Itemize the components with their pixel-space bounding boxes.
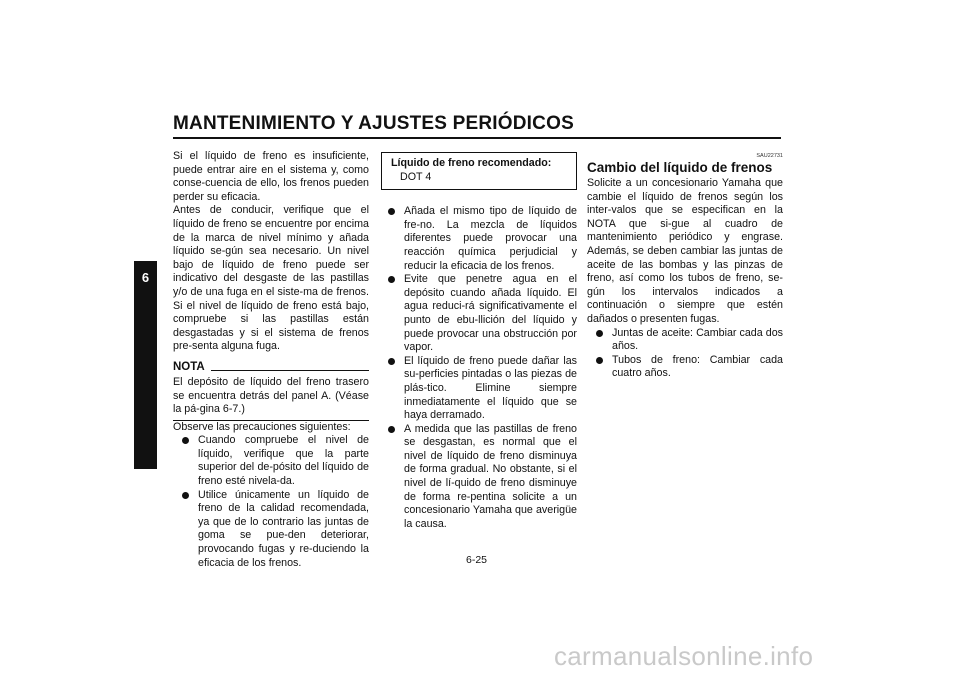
watermark: carmanualsonline.info	[554, 641, 814, 671]
list-item	[381, 423, 577, 532]
list-item	[381, 355, 577, 423]
list-item	[381, 205, 577, 273]
list-item-text: Tubos de freno: Cambiar cada cuatro años.	[612, 353, 783, 380]
bullet-list	[381, 205, 577, 531]
bullet-list	[587, 327, 783, 381]
list-item	[173, 489, 369, 571]
column-right	[587, 150, 783, 381]
bullet-icon	[596, 330, 603, 337]
list-item	[587, 327, 783, 354]
paragraph: Si el líquido de freno es insuficiente, puede entrar aire en el sistema y, como conse-cuencia de ello, los frenos pueden perder su eficacia.	[173, 150, 369, 203]
list-item-text: Utilice únicamente un líquido de freno de la calidad recomendada, ya que de lo contrario las juntas de goma se pue-den deteriorar, provocando fugas y re-duciendo la eficacia de los frenos.	[198, 488, 369, 569]
nota-box	[173, 361, 369, 421]
page-number: 6-25	[466, 554, 488, 566]
nota-title: NOTA	[173, 360, 205, 373]
list-item	[381, 273, 577, 355]
section-title: Cambio del líquido de frenos	[587, 160, 773, 175]
paragraph: Observe las precauciones siguientes:	[173, 420, 351, 433]
bullet-icon	[388, 426, 395, 433]
paragraph: Antes de conducir, verifique que el líquido de freno se encuentre por encima de la marca de nivel mínimo y añada líquido se-gún sea necesario. Un nivel bajo de líquido de freno puede ser indicativo del desgaste de las pastillas y/o de una fuga en el siste-ma de frenos. Si el nivel de líquido de freno está bajo, compruebe si las pastillas están desgastadas y si el sistema de frenos pre-senta alguna fuga.	[173, 204, 369, 353]
chapter-tab: 6	[134, 261, 157, 469]
bullet-icon	[182, 492, 189, 499]
bullet-icon	[388, 276, 395, 283]
list-item	[587, 354, 783, 381]
recommended-fluid-box	[381, 152, 577, 190]
bullet-list	[173, 434, 369, 570]
bullet-icon	[182, 437, 189, 444]
bullet-icon	[388, 208, 395, 215]
list-item-text: A medida que las pastillas de freno se desgastan, es normal que el nivel de líquido de freno disminuya de forma gradual. No obstante, si el nivel de lí-quido de freno disminuye de forma re-pentina solicite a un concesionario Yamaha que averigüe la causa.	[404, 422, 577, 530]
bullet-icon	[596, 357, 603, 364]
paragraph: Solicite a un concesionario Yamaha que cambie el líquido de frenos según los inter-valos que se especifican en la NOTA que si-gue al cuadro de mantenimiento periódico y engrase. Además, se deben cambiar las juntas de aceite de las bombas y las pinzas de freno, así como los tubos de freno, se-gún los intervalos indicados a continuación o siempre que estén dañados o presenten fugas.	[587, 177, 783, 325]
nota-rule	[211, 370, 369, 371]
column-left	[173, 150, 369, 570]
list-item-text: Evite que penetre agua en el depósito cuando añada líquido. El agua reduci-rá significativamente el punto de ebu-llición del líquido y puede provocar una obstrucción por vapor.	[404, 273, 577, 354]
column-middle	[381, 150, 577, 531]
nota-text: El depósito de líquido del freno trasero se encuentra detrás del panel A. (Véase la pá-gina 6-7.)	[173, 375, 369, 416]
bullet-icon	[388, 358, 395, 365]
list-item-text: Añada el mismo tipo de líquido de fre-no. La mezcla de líquidos diferentes puede provocar una reacción química perjudicial y reducir la eficacia de los frenos.	[404, 205, 577, 272]
spec-title: Líquido de freno recomendado:	[391, 157, 552, 169]
list-item	[173, 434, 369, 488]
title-rule	[173, 137, 781, 139]
spec-value: DOT 4	[400, 170, 432, 183]
nota-header	[173, 361, 369, 374]
list-item-text: El líquido de freno puede dañar las su-perficies pintadas o las piezas de plás-tico. Elimine siempre inmediatamente el líquido que se haya derramado.	[404, 354, 577, 422]
list-item-text: Cuando compruebe el nivel de líquido, verifique que la parte superior del de-pósito del líquido de freno esté nivela-da.	[198, 434, 369, 488]
page-title: MANTENIMIENTO Y AJUSTES PERIÓDICOS	[173, 113, 574, 134]
section-code: SAU22731	[756, 153, 783, 159]
list-item-text: Juntas de aceite: Cambiar cada dos años.	[612, 326, 783, 353]
